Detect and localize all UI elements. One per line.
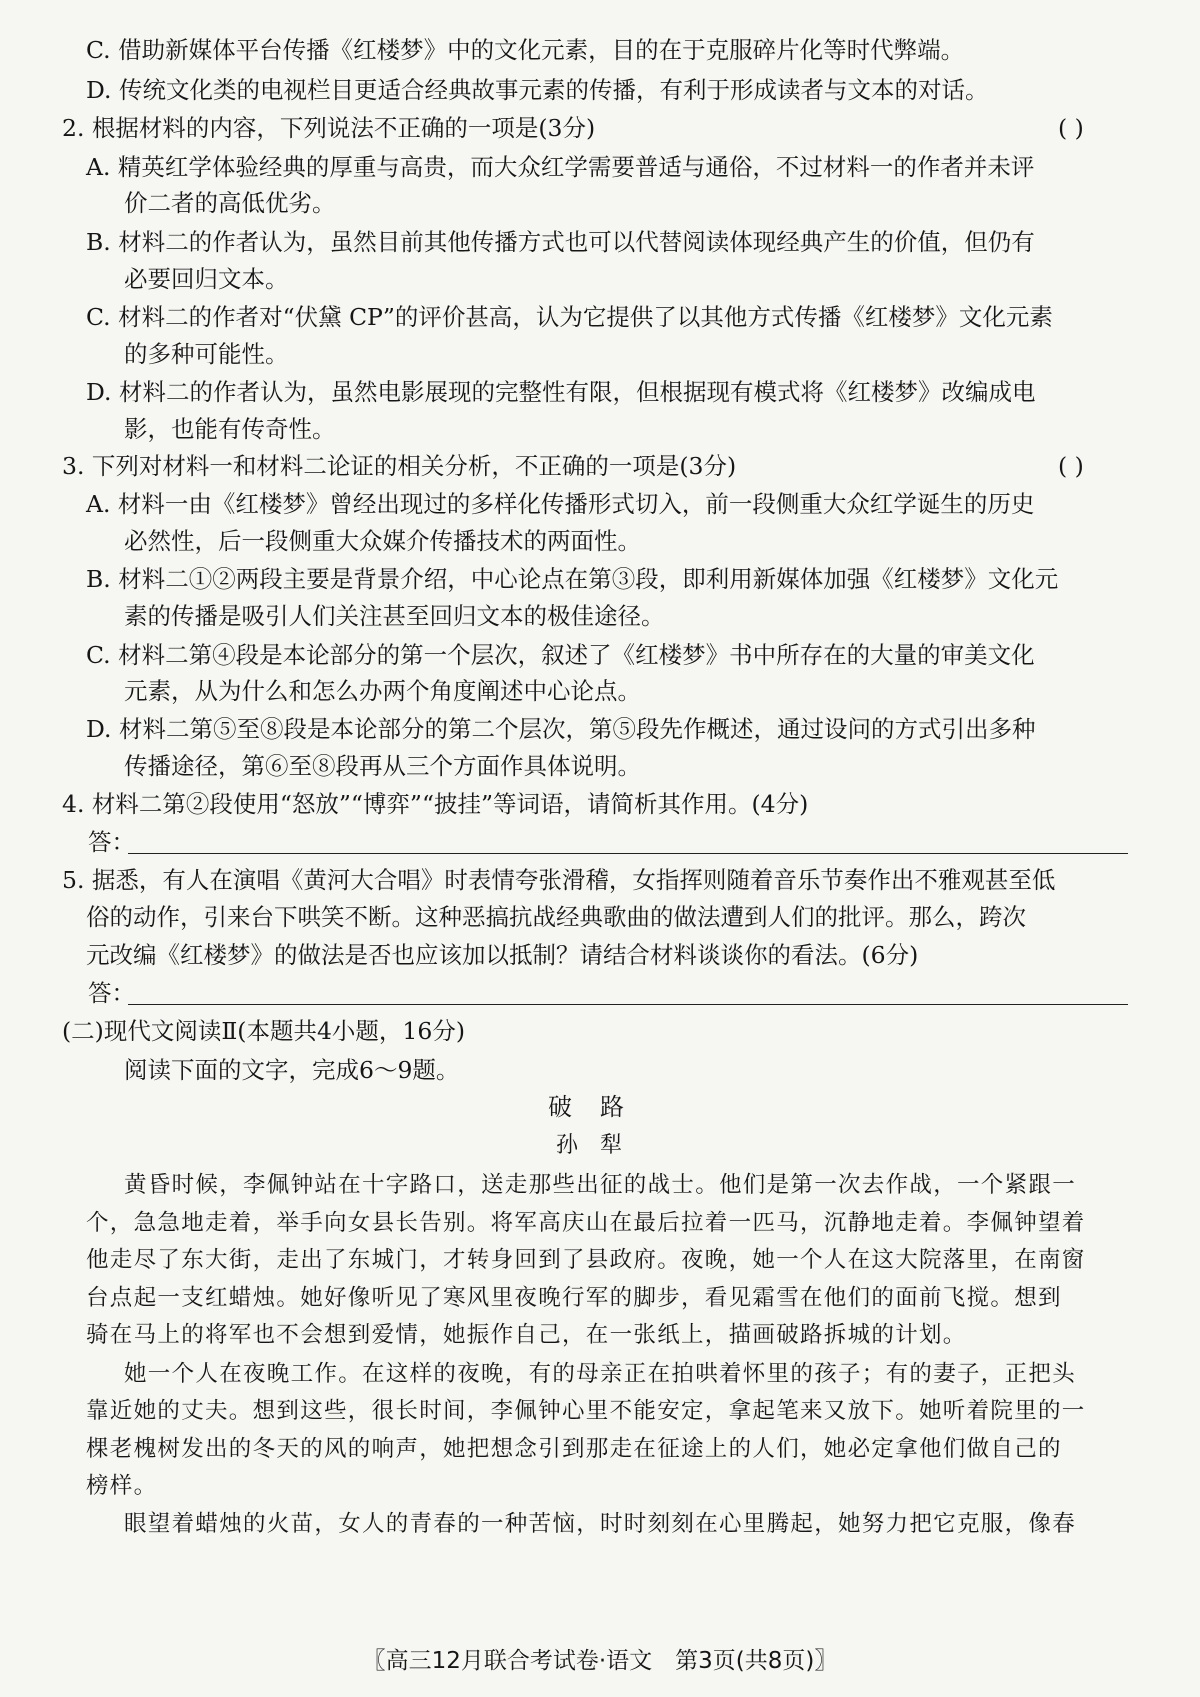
q1-option-c: C. 借助新媒体平台传播《红楼梦》中的文化元素，目的在于克服碎片化等时代弊端。 <box>86 36 965 64</box>
page-footer: 〖高三12月联合考试卷·语文 第3页(共8页)〗 <box>362 1648 838 1674</box>
q3-option-d-line2: 传播途径，第⑥至⑧段再从三个方面作具体说明。 <box>124 752 641 780</box>
story-line: 眼望着蜡烛的火苗，女人的青春的一种苦恼，时时刻刻在心里腾起，她努力把它克服，像春 <box>124 1511 1077 1537</box>
q4-answer-label: 答： <box>88 828 135 856</box>
q3-option-c-line2: 元素，从为什么和怎么办两个角度阐述中心论点。 <box>124 677 641 705</box>
story-title: 破路 <box>548 1093 652 1121</box>
q4-stem: 4. 材料二第②段使用“怒放”“博弈”“披挂”等词语，请简析其作用。(4分) <box>62 790 809 818</box>
story-line: 台点起一支红蜡烛。她好像听见了寒风里夜晚行军的脚步，看见霜雪在他们的面前飞搅。想到 <box>86 1285 1062 1311</box>
q5-stem-line3: 元改编《红楼梦》的做法是否也应该加以抵制？请结合材料谈谈你的看法。(6分) <box>86 941 919 969</box>
q2-option-d-line2: 影，也能有传奇性。 <box>124 415 336 443</box>
section-heading: (二)现代文阅读Ⅱ(本题共4小题，16分) <box>62 1017 465 1045</box>
q3-option-a-line1: A. 材料一由《红楼梦》曾经出现过的多样化传播形式切入，前一段侧重大众红学诞生的历史 <box>86 490 1035 518</box>
story-line: 棵老槐树发出的冬天的风的响声，她把想念引到那走在征途上的人们，她必定拿他们做自己的 <box>86 1436 1062 1462</box>
q2-option-b-line1: B. 材料二的作者认为，虽然目前其他传播方式也可以代替阅读体现经典产生的价值，但仍有 <box>86 228 1035 256</box>
q3-option-c-line1: C. 材料二第④段是本论部分的第一个层次，叙述了《红楼梦》书中所存在的大量的审美文化 <box>86 641 1035 669</box>
story-line: 个，急急地走着，举手向女县长告别。将军高庆山在最后拉着一匹马，沉静地走着。李佩钟望着 <box>86 1210 1086 1236</box>
q4-answer-line[interactable] <box>128 853 1128 854</box>
q2-option-b-line2: 必要回归文本。 <box>124 265 289 293</box>
q2-answer-bracket: ( ) <box>1058 114 1084 142</box>
q5-answer-line[interactable] <box>128 1004 1128 1005</box>
q2-option-a-line2: 价二者的高低优劣。 <box>124 189 336 217</box>
story-line: 她一个人在夜晚工作。在这样的夜晚，有的母亲正在拍哄着怀里的孩子；有的妻子，正把头 <box>124 1361 1077 1387</box>
story-line: 黄昏时候，李佩钟站在十字路口，送走那些出征的战士。他们是第一次去作战，一个紧跟一 <box>124 1172 1077 1198</box>
story-line: 他走尽了东大街，走出了东城门，才转身回到了县政府。夜晚，她一个人在这大院落里，在南窗 <box>86 1247 1086 1273</box>
q3-stem: 3. 下列对材料一和材料二论证的相关分析，不正确的一项是(3分) <box>62 452 737 480</box>
q5-stem-line1: 5. 据悉，有人在演唱《黄河大合唱》时表情夸张滑稽，女指挥则随着音乐节奏作出不雅观甚至低 <box>62 866 1056 894</box>
q3-option-b-line2: 素的传播是吸引人们关注甚至回归文本的极佳途径。 <box>124 602 665 630</box>
q2-option-c-line1: C. 材料二的作者对“伏黛 CP”的评价甚高，认为它提供了以其他方式传播《红楼梦》文化元素 <box>86 303 1053 331</box>
q3-option-a-line2: 必然性，后一段侧重大众媒介传播技术的两面性。 <box>124 527 641 555</box>
q2-option-a-line1: A. 精英红学体验经典的厚重与高贵，而大众红学需要普适与通俗，不过材料一的作者并未评 <box>86 153 1035 181</box>
q2-stem: 2. 根据材料的内容，下列说法不正确的一项是(3分) <box>62 114 596 142</box>
q3-option-b-line1: B. 材料二①②两段主要是背景介绍，中心论点在第③段，即利用新媒体加强《红楼梦》文化元 <box>86 565 1059 593</box>
story-line: 骑在马上的将军也不会想到爱情，她振作自己，在一张纸上，描画破路拆城的计划。 <box>86 1322 967 1348</box>
story-line: 榜样。 <box>86 1473 158 1499</box>
q5-stem-line2: 俗的动作，引来台下哄笑不断。这种恶搞抗战经典歌曲的做法遭到人们的批评。那么，跨次 <box>86 903 1026 931</box>
reading-instruction: 阅读下面的文字，完成6～9题。 <box>124 1056 460 1084</box>
story-author: 孙犁 <box>555 1133 644 1158</box>
q3-option-d-line1: D. 材料二第⑤至⑧段是本论部分的第二个层次，第⑤段先作概述，通过设问的方式引出多种 <box>86 715 1036 743</box>
q1-option-d: D. 传统文化类的电视栏目更适合经典故事元素的传播，有利于形成读者与文本的对话。 <box>86 76 989 104</box>
q2-option-c-line2: 的多种可能性。 <box>124 340 289 368</box>
q5-answer-label: 答： <box>88 979 135 1007</box>
q2-option-d-line1: D. 材料二的作者认为，虽然电影展现的完整性有限，但根据现有模式将《红楼梦》改编成电 <box>86 378 1036 406</box>
story-line: 靠近她的丈夫。想到这些，很长时间，李佩钟心里不能安定，拿起笔来又放下。她听着院里的一 <box>86 1398 1086 1424</box>
q3-answer-bracket: ( ) <box>1058 452 1084 480</box>
